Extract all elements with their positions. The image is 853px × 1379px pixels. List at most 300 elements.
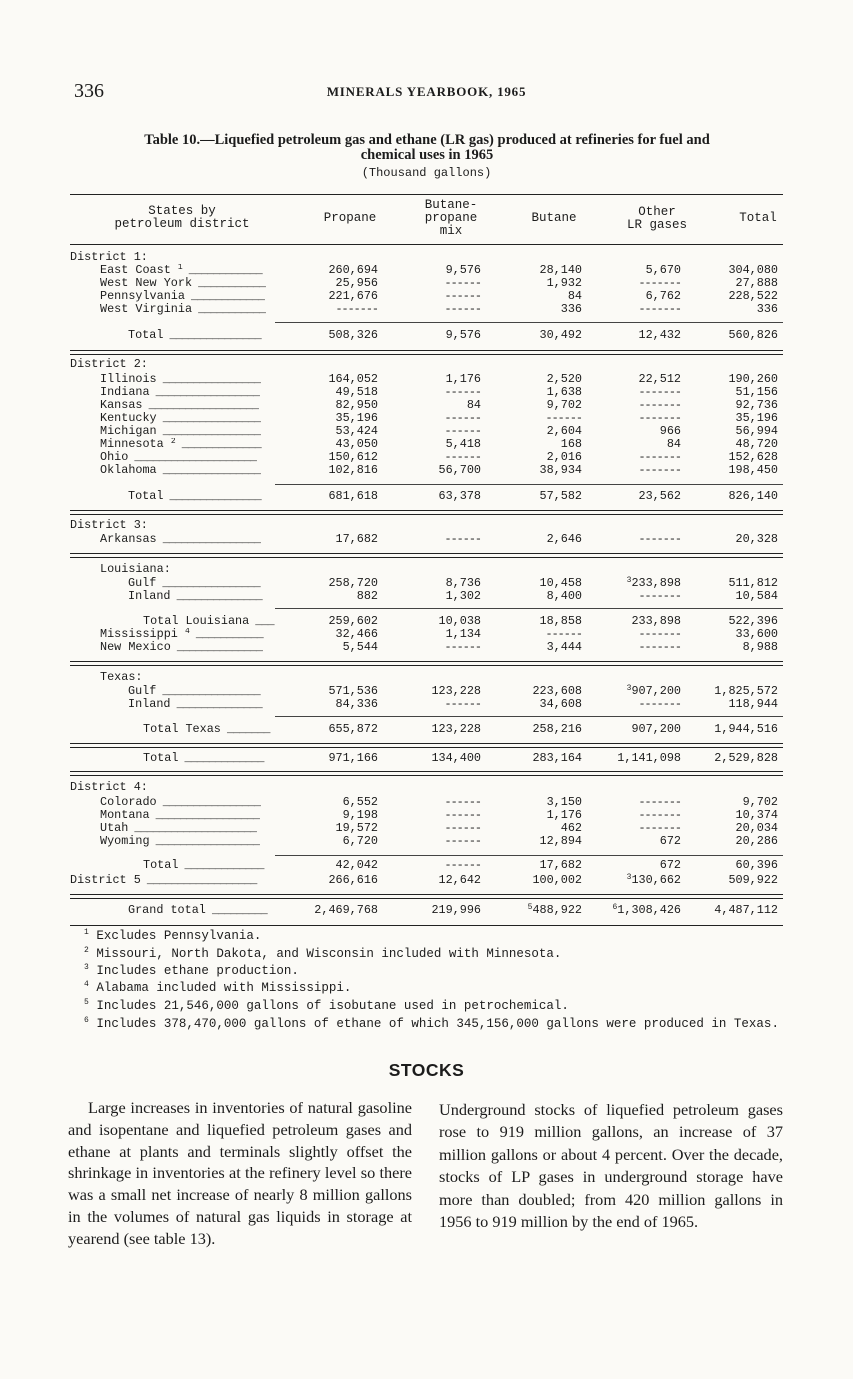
cell-value: 258,216 (532, 722, 582, 736)
cell-value: 6,720 (342, 834, 378, 848)
cell-value: 1,638 (546, 385, 582, 399)
cell-value: 681,618 (328, 489, 378, 503)
section-heading: STOCKS (388, 1060, 465, 1080)
cell-other-lr-gases (598, 874, 681, 887)
cell-butane (498, 752, 582, 765)
cell-value: 12,432 (638, 328, 681, 342)
cell-total (695, 590, 778, 603)
table-row (0, 386, 853, 399)
leader-dashes: ___ (249, 615, 274, 628)
cell-value: 1,176 (546, 808, 582, 822)
cell-butane (498, 698, 582, 711)
cell-value: ------ (545, 411, 582, 425)
cell-value: 1,308,426 (617, 903, 681, 917)
table-row (0, 425, 853, 438)
cell-value: 19,572 (335, 821, 378, 835)
cell-value: 118,944 (728, 697, 778, 711)
cell-butane (498, 641, 582, 654)
row-label-text: Kentucky (100, 412, 157, 425)
leader-dashes: __________________ (140, 874, 257, 887)
table-title-line-2: chemical uses in 1965 (360, 147, 494, 163)
table-row (0, 752, 853, 765)
cell-value: 259,602 (328, 614, 378, 628)
cell-value: 260,694 (328, 263, 378, 277)
cell-value: 92,736 (735, 398, 778, 412)
leader-dashes: ________________ (156, 464, 260, 477)
row-label-text: Total (128, 490, 164, 503)
table-row (0, 303, 853, 316)
row-label-text: Total Texas (143, 723, 221, 736)
cell-propane (290, 641, 378, 654)
row-label-text: East Coast (100, 264, 171, 277)
table-row (0, 373, 853, 386)
table-row (0, 490, 853, 503)
cell-propane (290, 590, 378, 603)
cell-value: 509,922 (728, 873, 778, 887)
table-row (0, 533, 853, 546)
cell-value: 32,466 (335, 627, 378, 641)
cell-value: 304,080 (728, 263, 778, 277)
cell-butane (498, 859, 582, 872)
leader-dashes: ____________________ (128, 822, 256, 835)
cell-value: 2,604 (546, 424, 582, 438)
cell-value: ------- (638, 385, 681, 399)
cell-value: 12,642 (438, 873, 481, 887)
section-double-rule (70, 661, 783, 666)
cell-other-lr-gases (598, 904, 681, 917)
column-header-states-line-2: petroleum district (114, 217, 250, 231)
column-header-mix-line-1: Butane- (424, 198, 478, 212)
cell-butane-propane-mix (395, 641, 481, 654)
cell-butane (498, 835, 582, 848)
row-label (100, 399, 305, 412)
cell-total (695, 752, 778, 765)
row-label-text: District 3: (70, 519, 148, 532)
cell-butane-propane-mix (395, 698, 481, 711)
cell-butane (498, 303, 582, 316)
cell-value: 1,932 (546, 276, 582, 290)
cell-value: ------- (638, 532, 681, 546)
cell-value: ------- (638, 450, 681, 464)
table-row (0, 251, 853, 264)
row-label-text: Grand total (128, 904, 206, 917)
subtotal-rule (275, 322, 783, 323)
cell-value: 9,702 (742, 795, 778, 809)
column-header-mix-line-2: propane (424, 211, 478, 225)
footnote (84, 999, 569, 1013)
row-label (100, 533, 305, 546)
row-label-text: Oklahoma (100, 464, 157, 477)
leader-dashes: _________ (205, 904, 267, 917)
footnote-text: Excludes Pennsylvania. (96, 929, 262, 943)
row-label-text: District 2: (70, 358, 148, 371)
cell-value: 966 (659, 424, 681, 438)
page-number: 336 (74, 80, 104, 102)
row-label-text: Michigan (100, 425, 157, 438)
column-header-butane: Butane (531, 211, 577, 225)
cell-value: 84 (466, 398, 481, 412)
column-header-other-line-2: LR gases (626, 218, 687, 232)
left-column-paragraph: Large increases in inventories of natural gasoline and isopentane and liquefied petroleum gases and ethane at plants and terminals slightly offset the shrinkage in inventories at the refinery level so there was a small net increase of nearly 8 million gallons in the volumes of natural gas liquids in storage at yearend (see table 13). (68, 1098, 412, 1248)
table-row (0, 290, 853, 303)
cell-value: 488,922 (532, 903, 582, 917)
row-label-text: Total (128, 329, 164, 342)
footnote-text: Alabama included with Mississippi. (96, 981, 352, 995)
cell-value: 53,424 (335, 424, 378, 438)
section-double-rule (70, 743, 783, 748)
footnote (84, 981, 351, 995)
cell-value: 8,736 (445, 576, 481, 590)
row-label (100, 412, 305, 425)
cell-butane-propane-mix (395, 874, 481, 887)
cell-value: ------ (444, 834, 481, 848)
cell-value: 9,576 (445, 328, 481, 342)
subtotal-rule (275, 608, 783, 609)
row-label (100, 628, 305, 641)
table-row (0, 563, 853, 576)
row-label-text: Ohio (100, 451, 129, 464)
leader-dashes: ________________ (156, 425, 260, 438)
row-label-text: West New York (100, 277, 193, 290)
cell-value: ------ (444, 450, 481, 464)
column-header-mix-line-3: mix (439, 224, 463, 238)
cell-other-lr-gases (598, 752, 681, 765)
cell-butane-propane-mix (395, 752, 481, 765)
cell-value: ------- (638, 821, 681, 835)
table-row (0, 358, 853, 371)
row-label-text: West Virginia (100, 303, 193, 316)
cell-value: 672 (659, 834, 681, 848)
row-label-text: Gulf (128, 685, 157, 698)
cell-value: 336 (756, 302, 778, 316)
table-row (0, 809, 853, 822)
cell-value: 150,612 (328, 450, 378, 464)
table-bottom-rule (70, 925, 783, 926)
cell-butane-propane-mix (395, 464, 481, 477)
row-label-text: Pennsylvania (100, 290, 185, 303)
cell-value: 462 (560, 821, 582, 835)
footnote-marker: 5 (527, 903, 533, 912)
cell-value: ------- (638, 411, 681, 425)
cell-total (695, 835, 778, 848)
cell-value: 38,934 (539, 463, 582, 477)
leader-dashes: ________________ (156, 533, 260, 546)
cell-total (695, 329, 778, 342)
cell-other-lr-gases (598, 329, 681, 342)
right-column-paragraph: Underground stocks of liquefied petroleum gases rose to 919 million gallons, an increase of 37 million gallons or about 4 percent. Over the decade, stocks of LP gases in underground storage have more than doubled; from 420 million gallons in 1956 to 919 million by the end of 1965. (439, 1100, 783, 1232)
table-row (0, 577, 853, 590)
table-row (0, 264, 853, 277)
cell-value: ------- (638, 589, 681, 603)
subtotal-rule (275, 484, 783, 485)
cell-value: 228,522 (728, 289, 778, 303)
row-label-text: Illinois (100, 373, 157, 386)
table-row (0, 835, 853, 848)
cell-total (695, 641, 778, 654)
row-label-text: Gulf (128, 577, 157, 590)
footnote-number: 4 (84, 980, 89, 989)
cell-value: 283,164 (532, 751, 582, 765)
cell-value: 2,520 (546, 372, 582, 386)
cell-value: 233,898 (631, 576, 681, 590)
table-row (0, 796, 853, 809)
cell-value: 60,396 (735, 858, 778, 872)
cell-butane-propane-mix (395, 859, 481, 872)
table-row (0, 628, 853, 641)
cell-value: 9,702 (546, 398, 582, 412)
cell-value: ------ (444, 411, 481, 425)
row-label (100, 835, 305, 848)
row-label-text: District 4: (70, 781, 148, 794)
cell-value: ------- (335, 302, 378, 316)
cell-value: 20,034 (735, 821, 778, 835)
cell-value: 2,529,828 (714, 751, 778, 765)
subtotal-rule (275, 716, 783, 717)
row-label (100, 451, 305, 464)
footnote (84, 947, 561, 961)
cell-value: 4,487,112 (714, 903, 778, 917)
cell-value: 1,134 (445, 627, 481, 641)
cell-value: 168 (560, 437, 582, 451)
cell-propane (290, 698, 378, 711)
cell-value: 20,286 (735, 834, 778, 848)
cell-value: 672 (659, 858, 681, 872)
row-label-text: Wyoming (100, 835, 150, 848)
cell-value: 57,582 (539, 489, 582, 503)
cell-value: 20,328 (735, 532, 778, 546)
cell-value: 35,196 (735, 411, 778, 425)
leader-dashes: ___________ (192, 303, 265, 316)
leader-dashes: ____________ (182, 264, 262, 277)
cell-value: 42,042 (335, 858, 378, 872)
cell-value: 17,682 (539, 858, 582, 872)
row-label-text: Kansas (100, 399, 143, 412)
cell-butane-propane-mix (395, 723, 481, 736)
leader-dashes: ________________ (156, 796, 260, 809)
row-label (100, 373, 305, 386)
row-label-text: Utah (100, 822, 129, 835)
cell-total (695, 303, 778, 316)
table-row (0, 723, 853, 736)
cell-other-lr-gases (598, 590, 681, 603)
cell-other-lr-gases (598, 723, 681, 736)
cell-value: 233,898 (631, 614, 681, 628)
cell-value: 25,956 (335, 276, 378, 290)
cell-value: 123,228 (431, 722, 481, 736)
column-header-total: Total (739, 211, 777, 225)
row-label-text: Indiana (100, 386, 150, 399)
cell-propane (290, 859, 378, 872)
cell-value: 1,825,572 (714, 684, 778, 698)
leader-dashes: _____________ (178, 752, 264, 765)
row-label (70, 358, 275, 371)
cell-propane (290, 752, 378, 765)
footnote (84, 929, 261, 943)
cell-butane (498, 723, 582, 736)
cell-butane-propane-mix (395, 329, 481, 342)
table-row (0, 904, 853, 917)
leader-dashes: ____________ (184, 290, 264, 303)
section-double-rule (70, 553, 783, 558)
cell-butane (498, 464, 582, 477)
cell-value: 826,140 (728, 489, 778, 503)
cell-value: ------ (444, 808, 481, 822)
row-label-text: Louisiana: (100, 563, 171, 576)
leader-dashes: _____________ (175, 438, 261, 451)
table-row (0, 615, 853, 628)
cell-value: ------- (638, 627, 681, 641)
table-row (0, 685, 853, 698)
leader-dashes: _________________ (149, 835, 259, 848)
cell-value: 10,374 (735, 808, 778, 822)
cell-value: 219,996 (431, 903, 481, 917)
cell-value: 522,396 (728, 614, 778, 628)
table-row (0, 412, 853, 425)
cell-value: 511,812 (728, 576, 778, 590)
footnote-number: 6 (84, 1016, 89, 1025)
row-label-text: Mississippi (100, 628, 178, 641)
footnote-marker: 3 (626, 684, 632, 693)
column-header-states (92, 205, 272, 231)
footnote-number: 1 (84, 928, 89, 937)
cell-value: ------- (638, 463, 681, 477)
cell-value: 35,196 (335, 411, 378, 425)
cell-value: 100,002 (532, 873, 582, 887)
section-double-rule (70, 510, 783, 515)
footnote-marker: 3 (626, 576, 632, 585)
cell-value: 56,700 (438, 463, 481, 477)
footnote-text: Missouri, North Dakota, and Wisconsin included with Minnesota. (96, 947, 562, 961)
row-label-text: Total Louisiana (143, 615, 250, 628)
row-label (100, 277, 305, 290)
cell-value: 82,950 (335, 398, 378, 412)
cell-other-lr-gases (598, 698, 681, 711)
cell-value: ------ (444, 821, 481, 835)
row-label (70, 251, 275, 264)
cell-value: ------- (638, 302, 681, 316)
row-label (100, 264, 305, 277)
cell-value: 8,988 (742, 640, 778, 654)
table-row (0, 822, 853, 835)
cell-value: 9,576 (445, 263, 481, 277)
row-label (100, 796, 305, 809)
leader-dashes: ______________ (170, 698, 262, 711)
cell-value: 63,378 (438, 489, 481, 503)
cell-total (695, 904, 778, 917)
cell-value: 49,518 (335, 385, 378, 399)
footnote-text: Includes 21,546,000 gallons of isobutane used in petrochemical. (96, 999, 569, 1013)
cell-value: ------ (444, 795, 481, 809)
table-row (0, 277, 853, 290)
row-label-text: Arkansas (100, 533, 157, 546)
cell-value: 2,646 (546, 532, 582, 546)
table-row (0, 641, 853, 654)
cell-value: 48,720 (735, 437, 778, 451)
row-label (100, 822, 305, 835)
cell-value: 3,150 (546, 795, 582, 809)
cell-value: 571,536 (328, 684, 378, 698)
leader-dashes: _______________ (163, 490, 261, 503)
cell-value: 34,608 (539, 697, 582, 711)
leader-dashes: _________________ (149, 809, 259, 822)
cell-butane-propane-mix (395, 303, 481, 316)
cell-propane (290, 490, 378, 503)
footnote-number: 2 (84, 946, 89, 955)
cell-value: 6,762 (645, 289, 681, 303)
cell-value: 30,492 (539, 328, 582, 342)
cell-value: 10,584 (735, 589, 778, 603)
cell-value: 27,888 (735, 276, 778, 290)
cell-value: ------- (638, 808, 681, 822)
cell-value: ------ (444, 697, 481, 711)
row-label (100, 290, 305, 303)
leader-dashes: _______________ (163, 329, 261, 342)
row-label (100, 386, 305, 399)
leader-dashes: ________________ (156, 373, 260, 386)
row-label (100, 425, 305, 438)
leader-dashes: ________________ (156, 685, 260, 698)
row-label-text: Total (143, 859, 179, 872)
cell-value: 2,016 (546, 450, 582, 464)
section-double-rule (70, 771, 783, 776)
cell-other-lr-gases (598, 303, 681, 316)
cell-value: 22,512 (638, 372, 681, 386)
table-row (0, 438, 853, 451)
row-label-text: District 5 (70, 874, 141, 887)
cell-butane (498, 329, 582, 342)
cell-value: 130,662 (631, 873, 681, 887)
footnote-marker: 2 (170, 438, 176, 446)
cell-total (695, 874, 778, 887)
cell-value: 102,816 (328, 463, 378, 477)
cell-value: 5,418 (445, 437, 481, 451)
cell-value: 336 (560, 302, 582, 316)
row-label-text: Montana (100, 809, 150, 822)
cell-value: ------- (638, 276, 681, 290)
cell-value: ------ (444, 532, 481, 546)
cell-propane (290, 329, 378, 342)
cell-value: ------- (638, 640, 681, 654)
table-row (0, 781, 853, 794)
cell-total (695, 698, 778, 711)
cell-butane (498, 904, 582, 917)
cell-value: 9,198 (342, 808, 378, 822)
column-header-other-line-1: Other (638, 205, 676, 219)
cell-total (695, 464, 778, 477)
row-label-text: District 1: (70, 251, 148, 264)
table-title (68, 133, 786, 163)
footnote-marker: 6 (612, 903, 618, 912)
leader-dashes: _______ (220, 723, 270, 736)
cell-butane-propane-mix (395, 490, 481, 503)
cell-value: ------- (638, 795, 681, 809)
table-top-rule (70, 194, 783, 195)
table-row (0, 399, 853, 412)
cell-value: 198,450 (728, 463, 778, 477)
footnote (84, 964, 299, 978)
row-label (100, 464, 305, 477)
cell-total (695, 533, 778, 546)
cell-butane (498, 490, 582, 503)
cell-value: 123,228 (431, 684, 481, 698)
cell-value: 6,552 (342, 795, 378, 809)
footnote-marker: 1 (177, 264, 183, 272)
table-row (0, 464, 853, 477)
cell-value: ------ (444, 640, 481, 654)
cell-value: ------ (444, 289, 481, 303)
cell-value: 17,682 (335, 532, 378, 546)
leader-dashes: __________________ (142, 399, 258, 412)
